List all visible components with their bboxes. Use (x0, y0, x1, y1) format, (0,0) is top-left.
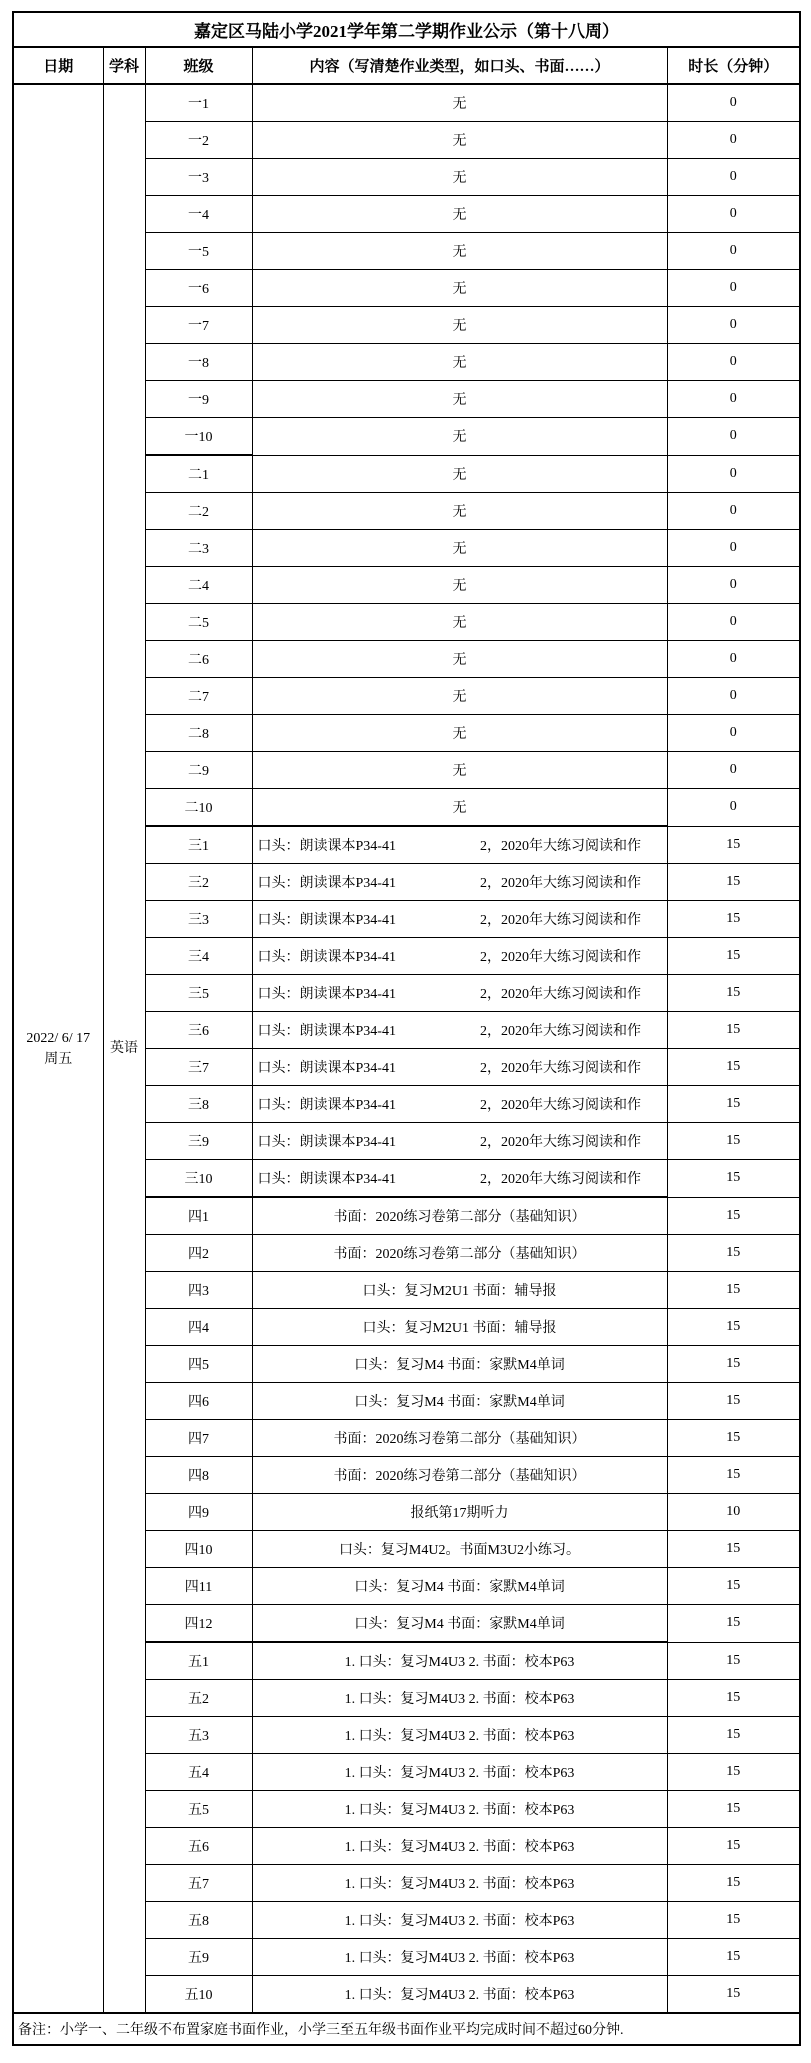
date-cell (13, 84, 103, 2013)
content-cell: 口头：朗读课本P34-41 2，2020年大练习阅读和作 (252, 1160, 667, 1198)
class-cell: 三1 (145, 826, 252, 864)
content-cell: 书面：2020练习卷第二部分（基础知识） (252, 1197, 667, 1235)
content-cell: 口头：复习M4U2。书面M3U2小练习。 (252, 1531, 667, 1568)
content-cell: 1. 口头：复习M4U3 2. 书面：校本P63 (252, 1754, 667, 1791)
content-cell: 无 (252, 604, 667, 641)
content-cell: 报纸第17期听力 (252, 1494, 667, 1531)
duration-cell: 15 (667, 1197, 800, 1235)
class-cell: 四2 (145, 1235, 252, 1272)
title-row (13, 12, 800, 47)
content-cell: 口头：朗读课本P34-41 2，2020年大练习阅读和作 (252, 901, 667, 938)
duration-cell: 0 (667, 270, 800, 307)
class-cell: 一10 (145, 418, 252, 456)
content-cell: 1. 口头：复习M4U3 2. 书面：校本P63 (252, 1717, 667, 1754)
duration-cell: 15 (667, 1123, 800, 1160)
duration-cell: 15 (667, 1976, 800, 2014)
class-cell: 一5 (145, 233, 252, 270)
class-cell: 四9 (145, 1494, 252, 1531)
class-cell: 一9 (145, 381, 252, 418)
content-cell: 1. 口头：复习M4U3 2. 书面：校本P63 (252, 1865, 667, 1902)
class-cell: 五10 (145, 1976, 252, 2014)
content-cell: 口头：朗读课本P34-41 2，2020年大练习阅读和作 (252, 1012, 667, 1049)
content-cell: 无 (252, 715, 667, 752)
class-cell: 五1 (145, 1642, 252, 1680)
duration-cell: 15 (667, 1383, 800, 1420)
content-cell: 书面：2020练习卷第二部分（基础知识） (252, 1420, 667, 1457)
duration-cell: 15 (667, 1049, 800, 1086)
content-cell: 口头：复习M2U1 书面：辅导报 (252, 1272, 667, 1309)
footer-row (13, 2013, 800, 2045)
class-cell: 四12 (145, 1605, 252, 1643)
duration-cell: 0 (667, 493, 800, 530)
class-cell: 四3 (145, 1272, 252, 1309)
content-cell: 无 (252, 567, 667, 604)
duration-cell: 0 (667, 344, 800, 381)
content-cell: 无 (252, 493, 667, 530)
duration-cell: 15 (667, 1828, 800, 1865)
class-cell: 四7 (145, 1420, 252, 1457)
class-cell: 一6 (145, 270, 252, 307)
duration-cell: 0 (667, 84, 800, 122)
date-line1: 2022/ 6/ 17 (26, 1030, 91, 1046)
class-cell: 三10 (145, 1160, 252, 1198)
duration-cell: 15 (667, 1865, 800, 1902)
content-cell: 口头：复习M4 书面：家默M4单词 (252, 1346, 667, 1383)
class-cell: 二5 (145, 604, 252, 641)
duration-cell: 0 (667, 233, 800, 270)
content-cell: 无 (252, 233, 667, 270)
duration-cell: 0 (667, 641, 800, 678)
class-cell: 五4 (145, 1754, 252, 1791)
content-cell: 无 (252, 641, 667, 678)
homework-table (12, 11, 801, 2046)
content-cell: 无 (252, 752, 667, 789)
content-cell: 无 (252, 381, 667, 418)
content-cell: 无 (252, 84, 667, 122)
content-cell: 1. 口头：复习M4U3 2. 书面：校本P63 (252, 1976, 667, 2014)
header-date: 日期 (13, 47, 103, 84)
header-row (13, 47, 800, 84)
duration-cell: 0 (667, 381, 800, 418)
content-cell: 1. 口头：复习M4U3 2. 书面：校本P63 (252, 1791, 667, 1828)
content-cell: 口头：朗读课本P34-41 2，2020年大练习阅读和作 (252, 1123, 667, 1160)
duration-cell: 15 (667, 1012, 800, 1049)
content-cell: 无 (252, 530, 667, 567)
duration-cell: 15 (667, 1939, 800, 1976)
header-subject: 学科 (103, 47, 145, 84)
duration-cell: 15 (667, 1272, 800, 1309)
class-cell: 二6 (145, 641, 252, 678)
duration-cell: 0 (667, 715, 800, 752)
duration-cell: 15 (667, 1086, 800, 1123)
content-cell: 口头：朗读课本P34-41 2，2020年大练习阅读和作 (252, 938, 667, 975)
date-line2: 周五 (44, 1051, 73, 1067)
header-duration: 时长（分钟） (667, 47, 800, 84)
class-cell: 四10 (145, 1531, 252, 1568)
table-body (13, 12, 800, 2045)
content-cell: 书面：2020练习卷第二部分（基础知识） (252, 1235, 667, 1272)
class-cell: 五5 (145, 1791, 252, 1828)
content-cell: 口头：复习M4 书面：家默M4单词 (252, 1383, 667, 1420)
content-cell: 无 (252, 455, 667, 493)
duration-cell: 15 (667, 1420, 800, 1457)
class-cell: 二1 (145, 455, 252, 493)
class-cell: 五7 (145, 1865, 252, 1902)
duration-cell: 15 (667, 901, 800, 938)
duration-cell: 0 (667, 159, 800, 196)
class-cell: 二7 (145, 678, 252, 715)
class-cell: 四4 (145, 1309, 252, 1346)
class-cell: 一2 (145, 122, 252, 159)
content-cell: 1. 口头：复习M4U3 2. 书面：校本P63 (252, 1828, 667, 1865)
content-cell: 口头：朗读课本P34-41 2，2020年大练习阅读和作 (252, 975, 667, 1012)
duration-cell: 15 (667, 1791, 800, 1828)
content-cell: 无 (252, 122, 667, 159)
duration-cell: 15 (667, 1642, 800, 1680)
duration-cell: 0 (667, 196, 800, 233)
class-cell: 四6 (145, 1383, 252, 1420)
class-cell: 三6 (145, 1012, 252, 1049)
class-cell: 二3 (145, 530, 252, 567)
class-cell: 一4 (145, 196, 252, 233)
class-cell: 三3 (145, 901, 252, 938)
content-cell: 口头：朗读课本P34-41 2，2020年大练习阅读和作 (252, 826, 667, 864)
duration-cell: 15 (667, 826, 800, 864)
duration-cell: 15 (667, 1902, 800, 1939)
footer-note: 备注：小学一、二年级不布置家庭书面作业，小学三至五年级书面作业平均完成时间不超过60分钟. (13, 2013, 800, 2045)
content-cell: 口头：复习M2U1 书面：辅导报 (252, 1309, 667, 1346)
content-cell: 无 (252, 344, 667, 381)
class-cell: 二10 (145, 789, 252, 827)
duration-cell: 15 (667, 1346, 800, 1383)
duration-cell: 0 (667, 678, 800, 715)
duration-cell: 15 (667, 1160, 800, 1198)
duration-cell: 0 (667, 604, 800, 641)
class-cell: 二8 (145, 715, 252, 752)
content-cell: 无 (252, 678, 667, 715)
duration-cell: 0 (667, 789, 800, 827)
class-cell: 四8 (145, 1457, 252, 1494)
duration-cell: 15 (667, 1605, 800, 1643)
content-cell: 无 (252, 307, 667, 344)
class-cell: 三5 (145, 975, 252, 1012)
duration-cell: 15 (667, 1531, 800, 1568)
duration-cell: 15 (667, 1717, 800, 1754)
duration-cell: 0 (667, 752, 800, 789)
class-cell: 二2 (145, 493, 252, 530)
subject-cell: 英语 (103, 84, 145, 2013)
class-cell: 一7 (145, 307, 252, 344)
content-cell: 口头：朗读课本P34-41 2，2020年大练习阅读和作 (252, 1049, 667, 1086)
duration-cell: 15 (667, 938, 800, 975)
duration-cell: 10 (667, 1494, 800, 1531)
header-content: 内容（写清楚作业类型，如口头、书面……） (252, 47, 667, 84)
content-cell: 口头：复习M4 书面：家默M4单词 (252, 1605, 667, 1643)
duration-cell: 0 (667, 307, 800, 344)
class-cell: 五8 (145, 1902, 252, 1939)
header-class: 班级 (145, 47, 252, 84)
duration-cell: 0 (667, 567, 800, 604)
content-cell: 无 (252, 270, 667, 307)
content-cell: 口头：复习M4 书面：家默M4单词 (252, 1568, 667, 1605)
class-cell: 一1 (145, 84, 252, 122)
duration-cell: 15 (667, 1568, 800, 1605)
class-cell: 三2 (145, 864, 252, 901)
class-cell: 二4 (145, 567, 252, 604)
content-cell: 口头：朗读课本P34-41 2，2020年大练习阅读和作 (252, 1086, 667, 1123)
duration-cell: 0 (667, 122, 800, 159)
class-cell: 五2 (145, 1680, 252, 1717)
content-cell: 1. 口头：复习M4U3 2. 书面：校本P63 (252, 1642, 667, 1680)
class-cell: 四5 (145, 1346, 252, 1383)
duration-cell: 15 (667, 1680, 800, 1717)
class-cell: 一8 (145, 344, 252, 381)
content-cell: 1. 口头：复习M4U3 2. 书面：校本P63 (252, 1902, 667, 1939)
duration-cell: 15 (667, 1457, 800, 1494)
class-cell: 三4 (145, 938, 252, 975)
class-cell: 三8 (145, 1086, 252, 1123)
class-cell: 一3 (145, 159, 252, 196)
class-cell: 二9 (145, 752, 252, 789)
class-cell: 三9 (145, 1123, 252, 1160)
content-cell: 无 (252, 159, 667, 196)
duration-cell: 15 (667, 975, 800, 1012)
duration-cell: 0 (667, 530, 800, 567)
class-cell: 三7 (145, 1049, 252, 1086)
duration-cell: 15 (667, 1754, 800, 1791)
class-cell: 五3 (145, 1717, 252, 1754)
page-title: 嘉定区马陆小学2021学年第二学期作业公示（第十八周） (13, 12, 800, 47)
class-cell: 四1 (145, 1197, 252, 1235)
duration-cell: 0 (667, 418, 800, 456)
content-cell: 口头：朗读课本P34-41 2，2020年大练习阅读和作 (252, 864, 667, 901)
content-cell: 无 (252, 789, 667, 827)
class-cell: 五6 (145, 1828, 252, 1865)
content-cell: 1. 口头：复习M4U3 2. 书面：校本P63 (252, 1680, 667, 1717)
class-cell: 五9 (145, 1939, 252, 1976)
duration-cell: 15 (667, 1309, 800, 1346)
duration-cell: 0 (667, 455, 800, 493)
content-cell: 无 (252, 196, 667, 233)
duration-cell: 15 (667, 864, 800, 901)
duration-cell: 15 (667, 1235, 800, 1272)
content-cell: 1. 口头：复习M4U3 2. 书面：校本P63 (252, 1939, 667, 1976)
table-row (13, 84, 800, 122)
class-cell: 四11 (145, 1568, 252, 1605)
content-cell: 书面：2020练习卷第二部分（基础知识） (252, 1457, 667, 1494)
content-cell: 无 (252, 418, 667, 456)
